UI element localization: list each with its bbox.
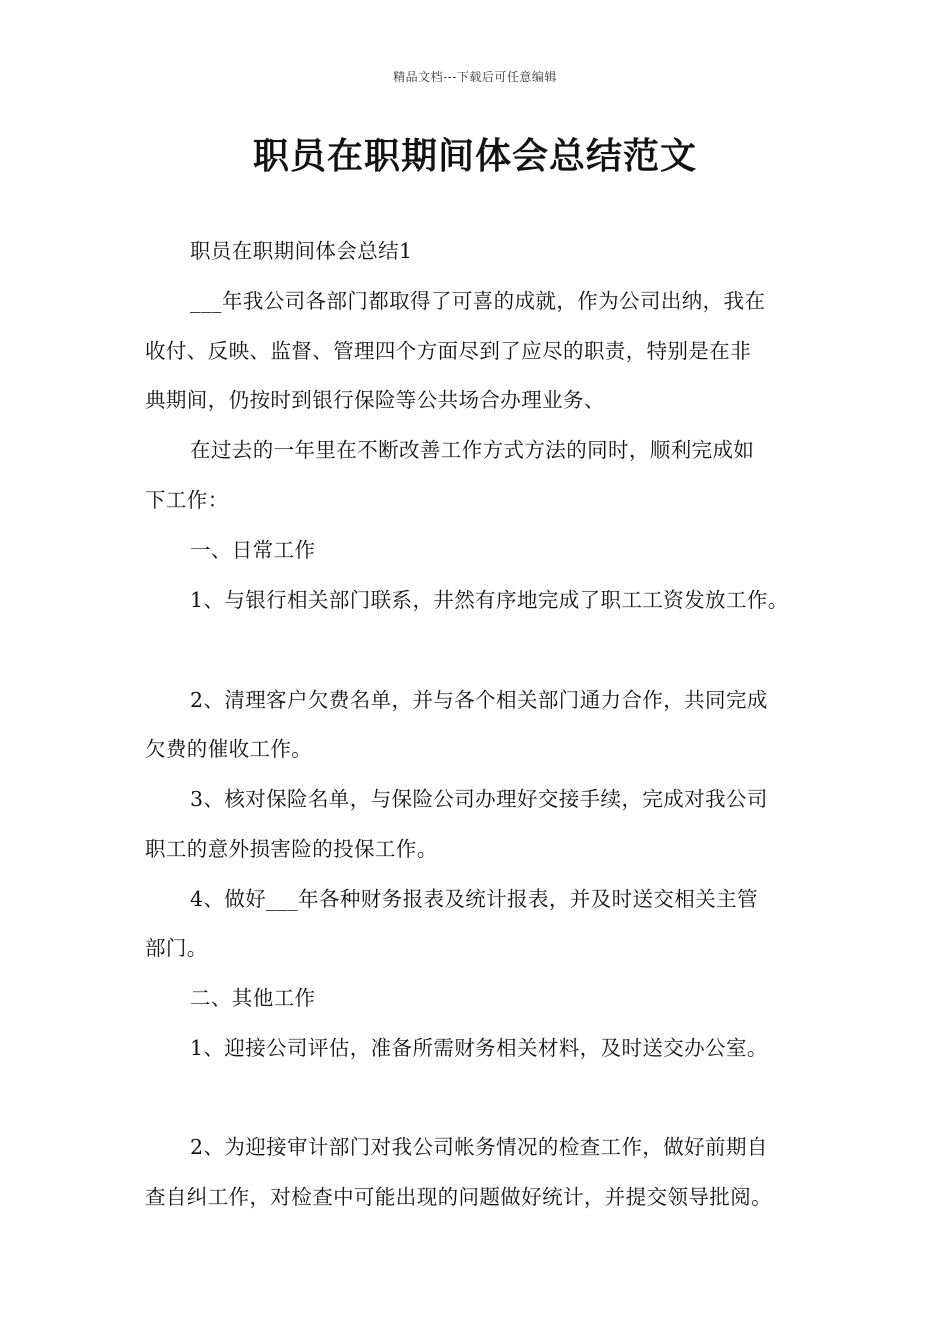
section-heading: 二、其他工作: [190, 986, 316, 1010]
list-item: 1、与银行相关部门联系，井然有序地完成了职工工资发放工作。: [190, 588, 789, 612]
list-item-continuation: 查自纠工作，对检查中可能出现的问题做好统计，并提交领导批阅。: [145, 1185, 772, 1209]
document-title: 职员在职期间体会总结范文: [252, 136, 697, 177]
list-item-continuation: 欠费的催收工作。: [145, 737, 313, 761]
paragraph-line: 收付、反映、监督、管理四个方面尽到了应尽的职责，特别是在非: [145, 339, 752, 363]
list-item: 2、清理客户欠费名单，并与各个相关部门通力合作，共同完成: [190, 688, 768, 712]
list-item: 1、迎接公司评估，准备所需财务相关材料，及时送交办公室。: [190, 1036, 768, 1060]
paragraph-line: 下工作：: [145, 488, 229, 512]
header-note: 精品文档---下载后可任意编辑: [393, 70, 557, 84]
section-heading: 一、日常工作: [190, 538, 316, 562]
section-subtitle: 职员在职期间体会总结1: [190, 239, 413, 263]
list-item-continuation: 部门。: [145, 936, 208, 960]
list-item: 4、做好___年各种财务报表及统计报表，并及时送交相关主管: [190, 887, 758, 911]
list-item: 3、核对保险名单，与保险公司办理好交接手续，完成对我公司: [190, 787, 768, 811]
paragraph-line: 在过去的一年里在不断改善工作方式方法的同时，顺利完成如: [190, 438, 755, 462]
paragraph-line: 典期间，仍按时到银行保险等公共场合办理业务、: [145, 388, 605, 412]
paragraph-line: ___年我公司各部门都取得了可喜的成就，作为公司出纳，我在: [190, 289, 766, 313]
list-item: 2、为迎接审计部门对我公司帐务情况的检查工作，做好前期自: [190, 1135, 768, 1159]
list-item-continuation: 职工的意外损害险的投保工作。: [145, 837, 438, 861]
